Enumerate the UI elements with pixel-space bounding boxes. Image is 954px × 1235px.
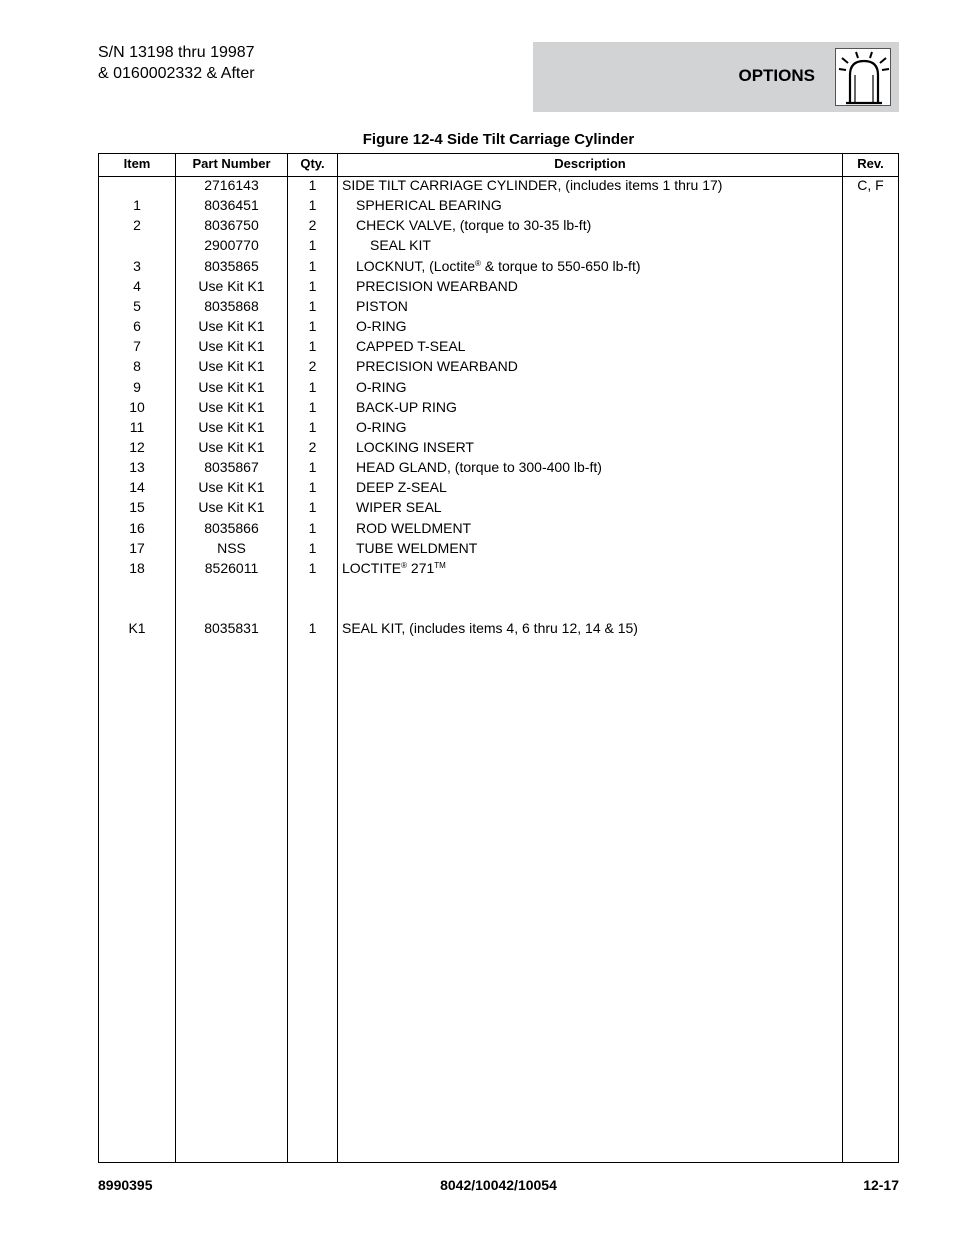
description: CHECK VALVE, (torque to 30-35 lb-ft) xyxy=(356,217,592,234)
table-row xyxy=(99,235,898,255)
description-text: LOCTITE xyxy=(342,559,402,576)
quantity: 1 xyxy=(308,459,317,476)
table-row xyxy=(99,377,898,397)
warning-beacon-icon xyxy=(835,48,891,106)
part-number: Use Kit K1 xyxy=(198,418,265,435)
description xyxy=(342,558,446,578)
quantity: 1 xyxy=(308,479,317,496)
part-number: 8035831 xyxy=(204,620,259,637)
description: PRECISION WEARBAND xyxy=(356,358,518,375)
description: SEAL KIT, (includes items 4, 6 thru 12, 14 & 15) xyxy=(342,620,638,637)
part-number: NSS xyxy=(217,539,246,556)
part-number: 8526011 xyxy=(204,559,259,576)
item-number: 10 xyxy=(129,398,145,415)
quantity: 1 xyxy=(308,257,317,274)
col-header-description: Description xyxy=(554,156,626,171)
description: O-RING xyxy=(356,418,407,435)
item-number: 2 xyxy=(133,217,141,234)
description: SPHERICAL BEARING xyxy=(356,197,502,214)
part-number: Use Kit K1 xyxy=(198,499,265,516)
table-row xyxy=(99,336,898,356)
quantity: 1 xyxy=(308,318,317,335)
description: O-RING xyxy=(356,378,407,395)
description: DEEP Z-SEAL xyxy=(356,479,447,496)
description: SEAL KIT xyxy=(370,237,431,254)
item-number: 12 xyxy=(129,438,145,455)
table-row xyxy=(99,518,898,538)
table-row xyxy=(99,477,898,497)
item-number: 16 xyxy=(129,519,145,536)
quantity: 1 xyxy=(308,297,317,314)
item-number: 13 xyxy=(129,459,145,476)
quantity: 1 xyxy=(308,499,317,516)
table-row xyxy=(99,356,898,376)
quantity: 1 xyxy=(308,237,317,254)
item-number: 5 xyxy=(133,297,141,314)
description xyxy=(356,256,641,276)
quantity: 2 xyxy=(308,358,317,375)
table-row xyxy=(99,558,898,578)
quantity: 2 xyxy=(308,438,317,455)
item-number: 8 xyxy=(133,358,141,375)
item-number: 15 xyxy=(129,499,145,516)
part-number: 8035867 xyxy=(204,459,259,476)
description: PISTON xyxy=(356,297,408,314)
item-number: 11 xyxy=(129,418,145,435)
part-number: Use Kit K1 xyxy=(198,338,265,355)
description: O-RING xyxy=(356,318,407,335)
part-number: 8036451 xyxy=(204,197,259,214)
quantity: 1 xyxy=(308,539,317,556)
revision: C, F xyxy=(857,177,884,193)
item-number: 17 xyxy=(129,539,145,556)
description: ROD WELDMENT xyxy=(356,519,472,536)
item-number: 9 xyxy=(133,378,141,395)
item-number: 1 xyxy=(133,197,141,214)
description: WIPER SEAL xyxy=(356,499,442,516)
item-number: 14 xyxy=(129,479,145,496)
footer-page-number: 12-17 xyxy=(863,1177,899,1193)
serial-line-1: S/N 13198 thru 19987 xyxy=(98,44,255,61)
item-number: 4 xyxy=(133,277,141,294)
item-number: 3 xyxy=(133,257,141,274)
section-title: OPTIONS xyxy=(738,66,815,85)
col-header-qty: Qty. xyxy=(300,156,325,171)
figure-title: Figure 12-4 Side Tilt Carriage Cylinder xyxy=(362,131,635,148)
quantity: 1 xyxy=(308,559,317,576)
part-number: 8035868 xyxy=(204,297,259,314)
part-number: Use Kit K1 xyxy=(198,438,265,455)
item-number: 6 xyxy=(133,318,141,335)
part-number: 2900770 xyxy=(204,237,259,254)
item-number: 7 xyxy=(133,338,141,355)
trademark-mark: TM xyxy=(434,560,446,570)
part-number: 8036750 xyxy=(204,217,259,234)
serial-number-range xyxy=(98,42,255,84)
quantity: 1 xyxy=(308,338,317,355)
table-row xyxy=(99,296,898,316)
footer-manual-number: 8990395 xyxy=(98,1177,153,1193)
item-number: K1 xyxy=(128,620,146,637)
part-number: Use Kit K1 xyxy=(198,277,265,294)
table-row xyxy=(99,195,898,215)
quantity: 1 xyxy=(308,197,317,214)
registered-mark: ® xyxy=(475,258,481,268)
quantity: 1 xyxy=(308,277,317,294)
description-text: 271 xyxy=(407,559,435,576)
part-number: Use Kit K1 xyxy=(198,358,265,375)
serial-line-2: & 0160002332 & After xyxy=(98,65,255,82)
description: PRECISION WEARBAND xyxy=(356,277,518,294)
table-row xyxy=(99,397,898,417)
col-header-item: Item xyxy=(123,156,151,171)
description: LOCKING INSERT xyxy=(356,438,474,455)
table-row xyxy=(99,437,898,457)
table-row xyxy=(99,497,898,517)
part-number: 2716143 xyxy=(204,177,259,193)
description: SIDE TILT CARRIAGE CYLINDER, (includes items 1 thru 17) xyxy=(342,177,723,193)
table-row xyxy=(99,276,898,296)
table-row xyxy=(99,538,898,558)
quantity: 1 xyxy=(308,398,317,415)
table-row xyxy=(99,175,898,195)
part-number: Use Kit K1 xyxy=(198,318,265,335)
section-tab xyxy=(533,42,899,112)
description-text: & torque to 550-650 lb-ft) xyxy=(480,257,641,274)
item-number: 18 xyxy=(129,559,145,576)
table-row xyxy=(99,457,898,477)
part-number: Use Kit K1 xyxy=(198,398,265,415)
quantity: 1 xyxy=(308,378,317,395)
registered-mark: ® xyxy=(401,560,408,570)
quantity: 2 xyxy=(308,217,317,234)
quantity: 1 xyxy=(308,620,317,637)
description: HEAD GLAND, (torque to 300-400 lb-ft) xyxy=(356,459,602,476)
part-number: Use Kit K1 xyxy=(198,479,265,496)
part-number: 8035866 xyxy=(204,519,259,536)
table-row xyxy=(99,417,898,437)
description: BACK-UP RING xyxy=(356,398,457,415)
table-row xyxy=(99,618,898,638)
table-row xyxy=(99,316,898,336)
part-number: Use Kit K1 xyxy=(198,378,265,395)
col-header-rev: Rev. xyxy=(857,156,884,171)
description-text: LOCKNUT, (Loctite xyxy=(356,257,476,274)
quantity: 1 xyxy=(308,418,317,435)
footer-models: 8042/10042/10054 xyxy=(440,1177,557,1193)
quantity: 1 xyxy=(308,177,317,193)
table-row xyxy=(99,215,898,235)
description: CAPPED T-SEAL xyxy=(356,338,466,355)
col-header-part-number: Part Number xyxy=(192,156,271,171)
parts-table xyxy=(98,153,899,1163)
description: TUBE WELDMENT xyxy=(356,539,478,556)
quantity: 1 xyxy=(308,519,317,536)
table-row xyxy=(99,256,898,276)
part-number: 8035865 xyxy=(204,257,259,274)
